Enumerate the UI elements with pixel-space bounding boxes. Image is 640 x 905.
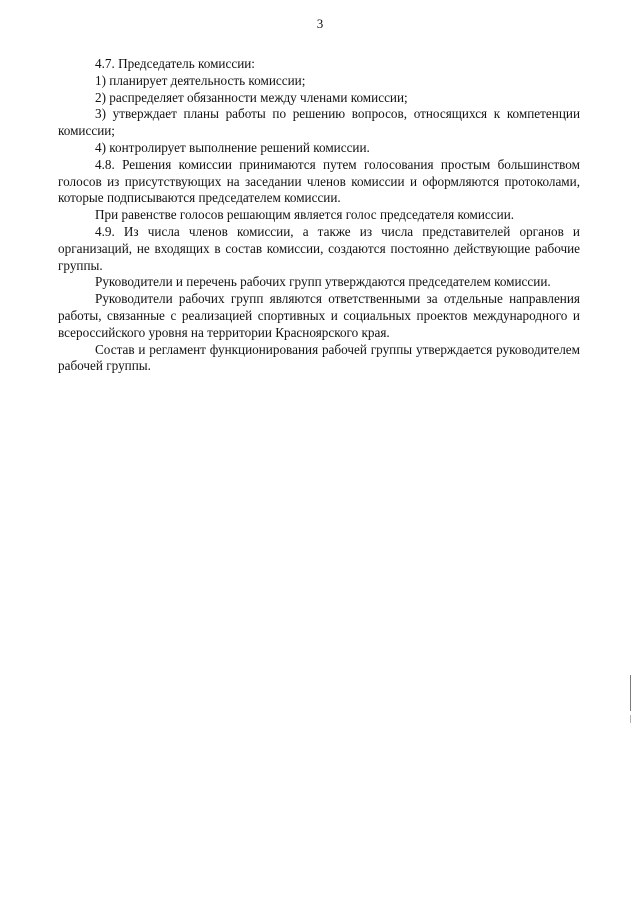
list-item-1: 1) планирует деятельность комиссии;	[95, 72, 306, 88]
list-item-4: 4) контролирует выполнение решений комиссии.	[95, 139, 370, 155]
working-group-regulation-paragraph: Состав и регламент функционирования рабочей группы утверждается руководителем рабочей группы.	[58, 341, 580, 374]
scan-margin-mark-lower	[630, 715, 631, 723]
section-4-9-paragraph: 4.9. Из числа членов комиссии, а также из числа представителей органов и организаций, не входящих в состав комиссии, создаются постоянно действующие рабочие группы.	[58, 223, 580, 273]
list-item-3: 3) утверждает планы работы по решению вопросов, относящихся к компетенции комиссии;	[58, 106, 580, 139]
document-body	[58, 56, 580, 375]
working-group-leaders-paragraph: Руководители рабочих групп являются ответственными за отдельные направления работы, связанные с реализацией спортивных и социальных проектов международного и всероссийского уровня на территории Красноярского края.	[58, 291, 580, 340]
scan-margin-mark	[630, 675, 631, 711]
list-item-2: 2) распределяет обязанности между членами комиссии;	[95, 89, 408, 105]
tie-vote-paragraph: При равенстве голосов решающим является голос председателя комиссии.	[95, 207, 515, 223]
page-number: 3	[316, 16, 324, 31]
section-4-7-heading: 4.7. Председатель комиссии:	[95, 56, 255, 71]
working-group-approval-paragraph: Руководители и перечень рабочих групп утверждаются председателем комиссии.	[95, 274, 551, 290]
section-4-8-paragraph: 4.8. Решения комиссии принимаются путем голосования простым большинством голосов из присутствующих на заседании членов комиссии и оформляются протоколами, которые подписываются председателем комиссии.	[58, 156, 580, 206]
